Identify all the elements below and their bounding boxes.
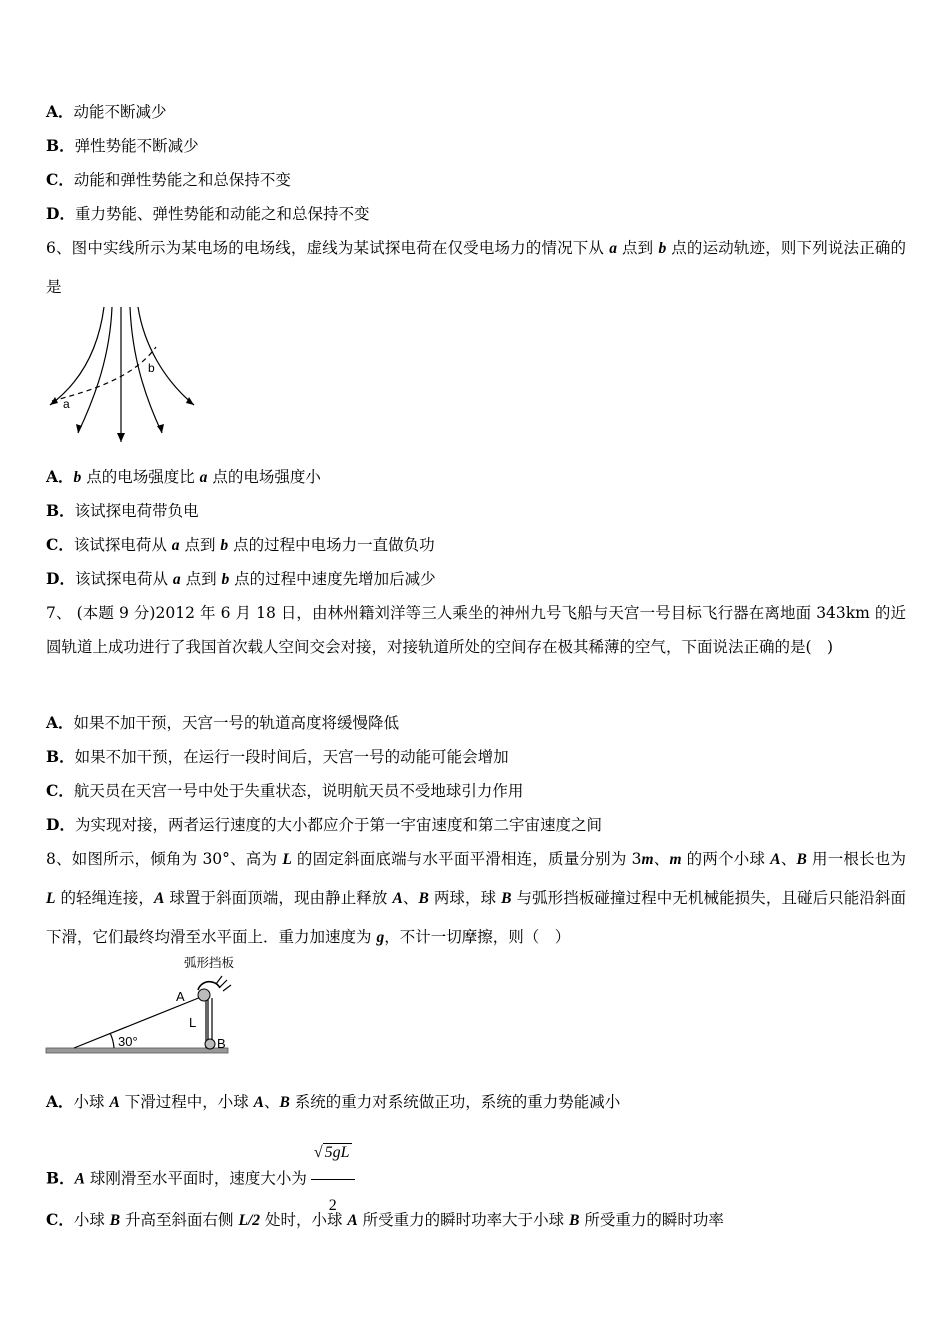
q6-option-a: A．b 点的电场强度比 a 点的电场强度小 <box>46 467 321 486</box>
q6-option-b: B．该试探电荷带负电 <box>46 501 199 520</box>
q7-option-a: A．如果不加干预，天宫一号的轨道高度将缓慢降低 <box>46 713 400 732</box>
label-a: a <box>63 397 70 411</box>
q8-option-c: C．小球 B 升高至斜面右侧 L/2 处时，小球 A 所受重力的瞬时功率大于小球 B 所受重力的瞬时功率 <box>46 1210 724 1229</box>
electric-field-figure <box>44 305 204 445</box>
hatch <box>216 976 222 984</box>
q7-stem: 7、 (本题 9 分)2012 年 6 月 18 日，由林州籍刘洋等三人乘坐的神州九号飞船与天宫一号目标飞行器在离地面 343km 的近圆轨道上成功进行了我国首次载人空间交会对接，对接轨道所处的空间存在极其稀薄的空气，下面说法正确的是( ) <box>46 604 906 656</box>
arrowhead <box>117 433 125 442</box>
ball-b <box>205 1039 215 1049</box>
q8-stem: 8、如图所示，倾角为 30°、高为 L 的固定斜面底端与水平面平滑相连，质量分别为 3m、m 的两个小球 A、B 用一根长也为 L 的轻绳连接，A 球置于斜面顶端，现由静止释放 A、B 两球，球 B 与弧形挡板碰撞过程中无机械能损失，且碰后只能沿斜面下滑，它们最终均滑至水平面上．重力加速度为 g，不计一切摩擦，则（ ） <box>46 850 906 946</box>
angle-arc <box>110 1033 114 1048</box>
incline-hypotenuse <box>74 995 206 1048</box>
incline-figure <box>44 950 244 1062</box>
q5-option-a: A．动能不断减少 <box>46 102 167 121</box>
q7-option-c: C．航天员在天宫一号中处于失重状态，说明航天员不受地球引力作用 <box>46 781 524 800</box>
arrowhead <box>50 397 58 405</box>
label-A: A <box>176 989 185 1004</box>
q5-option-d: D．重力势能、弹性势能和动能之和总保持不变 <box>46 204 370 223</box>
ball-a <box>198 989 210 1001</box>
q8-option-b: B．A 球刚滑至水平面时，速度大小为 $\frac{√ 5gL}{2}$ <box>46 1128 355 1231</box>
field-line <box>138 307 194 405</box>
label-B: B <box>217 1036 226 1051</box>
q6-stem: 6、图中实线所示为某电场的电场线，虚线为某试探电荷在仅受电场力的情况下从 a 点到 b 点的运动轨迹，则下列说法正确的是 <box>46 239 907 296</box>
q7-option-b: B．如果不加干预，在运行一段时间后，天宫一号的动能可能会增加 <box>46 747 509 766</box>
angle-label: 30° <box>118 1034 138 1049</box>
q8-option-a: A．小球 A 下滑过程中，小球 A、B 系统的重力对系统做正功，系统的重力势能减小 <box>46 1092 621 1111</box>
arc-baffle-label: 弧形挡板 <box>184 956 235 970</box>
q5-option-c: C．动能和弹性势能之和总保持不变 <box>46 170 291 189</box>
label-b: b <box>148 361 155 375</box>
q6-option-c: C．该试探电荷从 a 点到 b 点的过程中电场力一直做负功 <box>46 535 435 554</box>
hatch <box>223 985 231 991</box>
q5-option-b: B．弹性势能不断减少 <box>46 136 199 155</box>
q6-option-d: D．该试探电荷从 a 点到 b 点的过程中速度先增加后减少 <box>46 569 436 588</box>
velocity-fraction: $\frac{√ 5gL}{2}$ <box>311 1128 355 1231</box>
q7-option-d: D．为实现对接，两者运行速度的大小都应介于第一宇宙速度和第二宇宙速度之间 <box>46 815 602 834</box>
label-L: L <box>189 1015 197 1030</box>
field-line <box>130 307 162 433</box>
hatch <box>220 980 227 987</box>
